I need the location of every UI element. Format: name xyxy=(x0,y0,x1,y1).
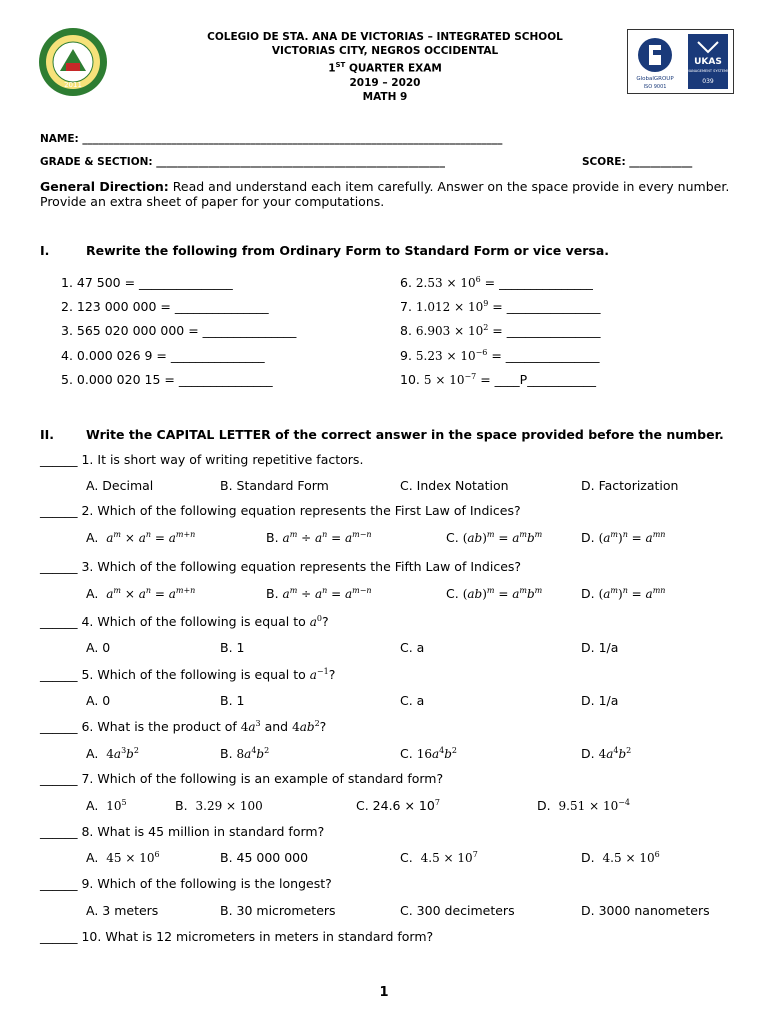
p1-item-9: 9. $5.23 \times 10^{-6}$ = _______________ xyxy=(400,348,600,363)
q5-option-a: A. 0 xyxy=(86,693,111,708)
q1-option-c: C. Index Notation xyxy=(400,478,509,493)
question-8: ______ 8. What is 45 million in standard form? xyxy=(40,824,325,839)
q1-option-a: A. Decimal xyxy=(86,478,154,493)
q3-option-d: D. $(a^m)^n = a^{mn}$ xyxy=(581,586,666,601)
p1-item-1: 1. 47 500 = _______________ xyxy=(61,275,233,290)
exam-title: 1ST QUARTER EXAM xyxy=(328,61,442,75)
part2-title: Write the CAPITAL LETTER of the correct answer in the space provided before the number. xyxy=(86,427,724,442)
q6-option-b: B. $8a^4b^2$ xyxy=(220,746,270,761)
q6-option-c: C. $16a^4b^2$ xyxy=(400,746,457,761)
p1-item-3: 3. 565 020 000 000 = _______________ xyxy=(61,323,297,338)
q4-option-b: B. 1 xyxy=(220,640,245,655)
part1-number: I. xyxy=(40,243,50,258)
name-field[interactable]: NAME: ________________________________________________________________________________ xyxy=(40,133,503,145)
question-5: ______ 5. Which of the following is equal to $a^{-1}$? xyxy=(40,667,336,682)
question-4: ______ 4. Which of the following is equal to $a^0$? xyxy=(40,614,329,629)
question-9: ______ 9. Which of the following is the longest? xyxy=(40,876,332,891)
document-header xyxy=(150,30,620,104)
svg-text:GlobalGROUP: GlobalGROUP xyxy=(636,76,674,82)
school-logo xyxy=(38,27,108,97)
page-number: 1 xyxy=(379,985,389,1000)
q9-option-d: D. 3000 nanometers xyxy=(581,903,710,918)
p1-item-2: 2. 123 000 000 = _______________ xyxy=(61,299,269,314)
question-10: ______ 10. What is 12 micrometers in meters in standard form? xyxy=(40,929,434,944)
q9-option-c: C. 300 decimeters xyxy=(400,903,515,918)
q1-option-b: B. Standard Form xyxy=(220,478,329,493)
svg-text:UKAS: UKAS xyxy=(694,57,722,67)
q4-option-a: A. 0 xyxy=(86,640,111,655)
q8-option-a: A. $45 \times 10^6$ xyxy=(86,850,160,865)
q7-option-c: C. $24.6 \times 10^7$ xyxy=(356,798,440,814)
question-3: ______ 3. Which of the following equation represents the Fifth Law of Indices? xyxy=(40,559,522,574)
question-7: ______ 7. Which of the following is an example of standard form? xyxy=(40,771,444,786)
subject: MATH 9 xyxy=(362,90,408,103)
q8-option-c: C. $4.5 \times 10^7$ xyxy=(400,850,478,865)
q8-option-b: B. 45 000 000 xyxy=(220,850,309,865)
general-direction: General Direction: Read and understand each item carefully. Answer on the space provide in every number. Provide an extra sheet of paper for your computations. xyxy=(40,179,730,209)
q2-option-d: D. $(a^m)^n = a^{mn}$ xyxy=(581,530,666,545)
q4-option-c: C. a xyxy=(400,640,425,655)
q9-option-b: B. 30 micrometers xyxy=(220,903,336,918)
question-1: ______ 1. It is short way of writing repetitive factors. xyxy=(40,452,364,467)
logo-year: 2011 xyxy=(64,81,82,89)
q2-option-c: C. $(ab)^m = a^mb^m$ xyxy=(446,530,543,545)
p1-item-5: 5. 0.000 020 15 = _______________ xyxy=(61,372,273,387)
p1-item-7: 7. $1.012 \times 10^9$ = _______________ xyxy=(400,299,601,314)
q1-option-d: D. Factorization xyxy=(581,478,679,493)
score-field[interactable]: SCORE: ____________ xyxy=(582,156,693,168)
q2-option-b: B. $a^m \div a^n = a^{m-n}$ xyxy=(266,530,372,545)
school-name: COLEGIO DE STA. ANA DE VICTORIAS – INTEGRATED SCHOOL xyxy=(207,31,563,43)
q6-option-a: A. $4a^3b^2$ xyxy=(86,746,139,761)
q3-option-c: C. $(ab)^m = a^mb^m$ xyxy=(446,586,543,601)
p1-item-10: 10. $5 \times 10^{-7}$ = ____P___________ xyxy=(400,372,596,387)
school-city: VICTORIAS CITY, NEGROS OCCIDENTAL xyxy=(271,45,499,57)
q9-option-a: A. 3 meters xyxy=(86,903,159,918)
svg-text:ISO 9001: ISO 9001 xyxy=(643,84,667,90)
q8-option-d: D. $4.5 \times 10^6$ xyxy=(581,850,660,865)
q5-option-d: D. 1/a xyxy=(581,693,619,708)
p1-item-6: 6. $2.53 \times 10^6$ = _______________ xyxy=(400,275,593,290)
question-6: ______ 6. What is the product of $4a^3$ and $4ab^2$? xyxy=(40,719,327,734)
q3-option-b: B. $a^m \div a^n = a^{m-n}$ xyxy=(266,586,372,601)
part1-title: Rewrite the following from Ordinary Form to Standard Form or vice versa. xyxy=(86,243,609,258)
grade-section-field[interactable]: GRADE & SECTION: _______________________________________________________ xyxy=(40,156,446,168)
q6-option-d: D. $4a^4b^2$ xyxy=(581,746,632,761)
q3-option-a: A. $a^m \times a^n = a^{m+n}$ xyxy=(86,586,196,601)
svg-text:039: 039 xyxy=(702,78,714,85)
certification-logo xyxy=(627,29,734,94)
part2-number: II. xyxy=(40,427,55,442)
q7-option-b: B. 3.29 × 100 xyxy=(175,798,263,813)
q7-option-d: D. $9.51 \times 10^{-4}$ xyxy=(537,798,631,813)
svg-text:MANAGEMENT SYSTEMS: MANAGEMENT SYSTEMS xyxy=(686,69,730,73)
q7-option-a: A. $10^5$ xyxy=(86,798,127,813)
p1-item-8: 8. $6.903 \times 10^2$ = _______________ xyxy=(400,323,601,338)
q2-option-a: A. $a^m \times a^n = a^{m+n}$ xyxy=(86,530,196,545)
q5-option-c: C. a xyxy=(400,693,425,708)
q5-option-b: B. 1 xyxy=(220,693,245,708)
p1-item-4: 4. 0.000 026 9 = _______________ xyxy=(61,348,265,363)
school-year: 2019 – 2020 xyxy=(349,76,421,89)
question-2: ______ 2. Which of the following equation represents the First Law of Indices? xyxy=(40,503,521,518)
q4-option-d: D. 1/a xyxy=(581,640,619,655)
